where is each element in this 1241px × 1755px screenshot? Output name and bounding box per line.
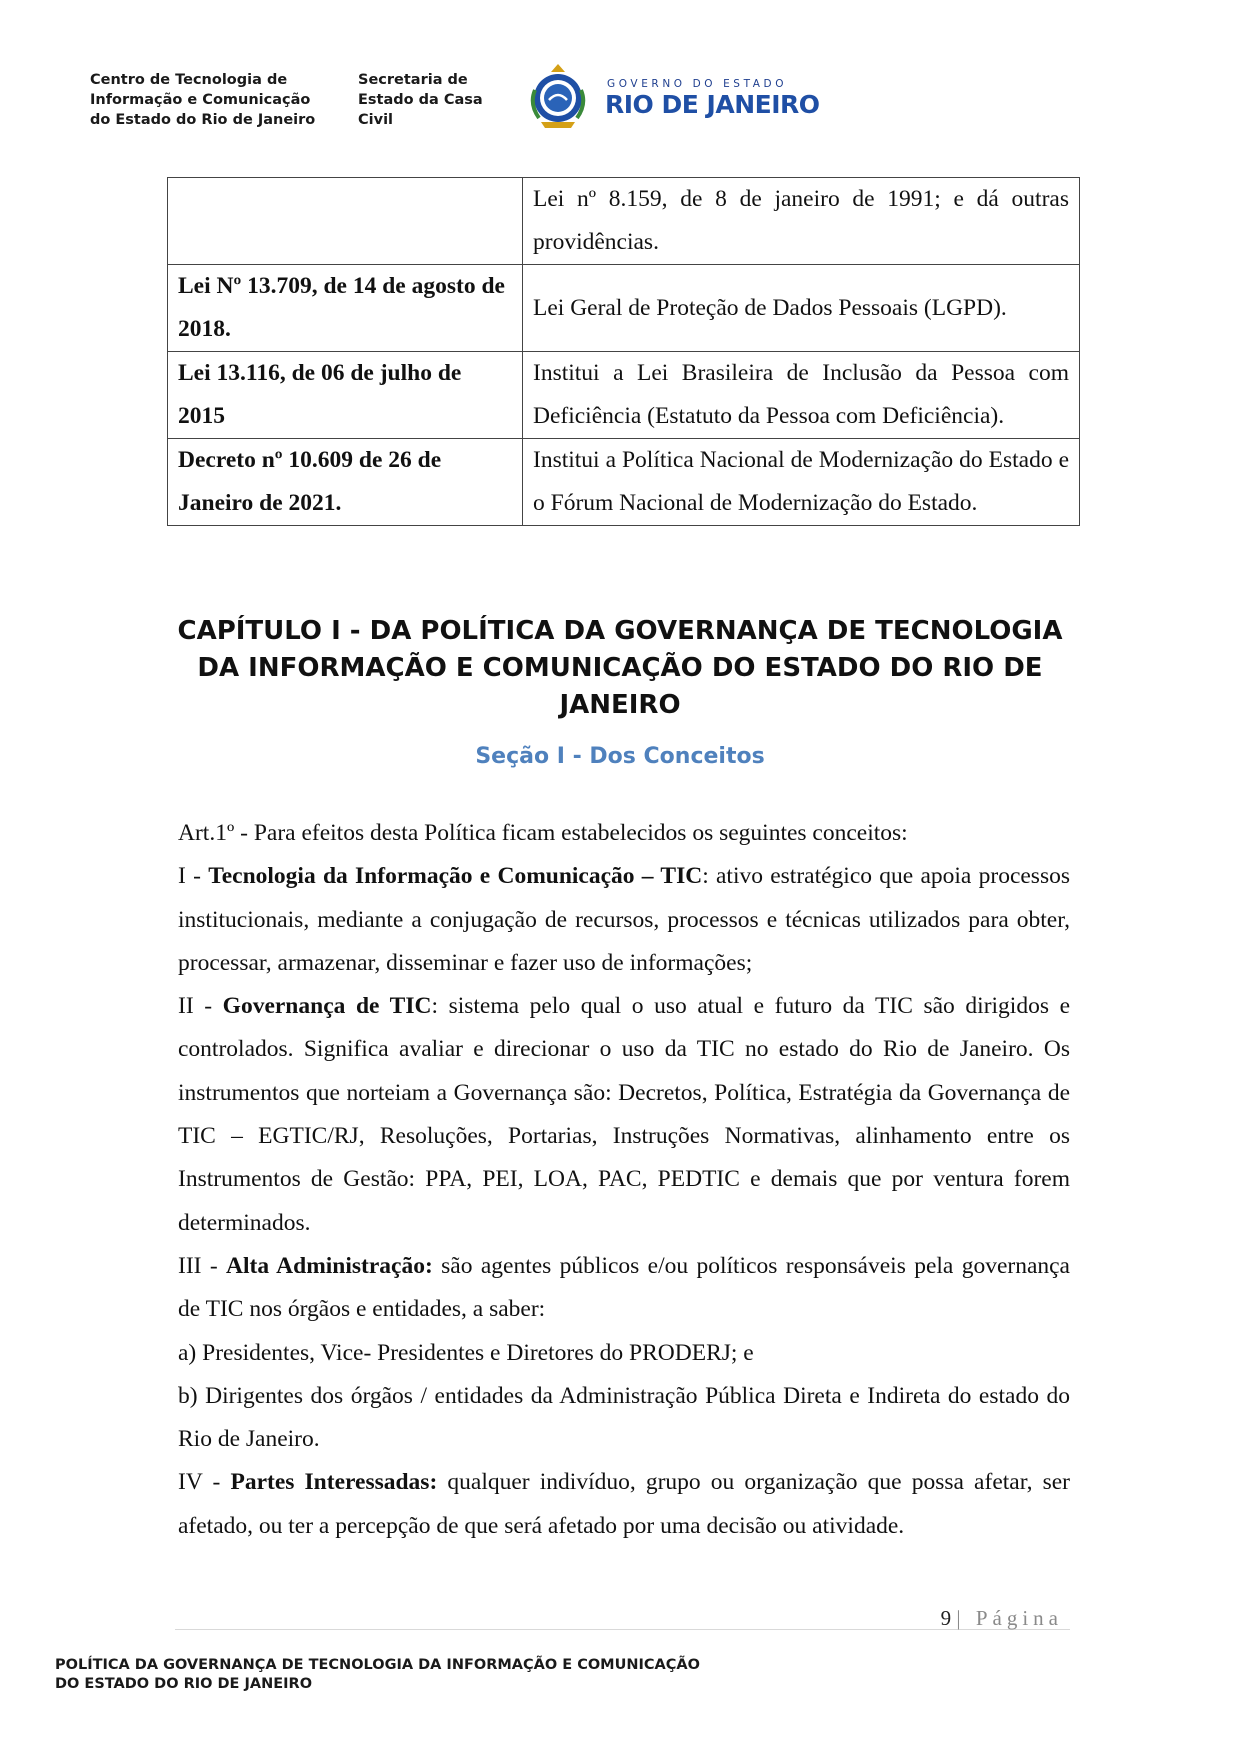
- laws-table: [167, 177, 1080, 526]
- page-number-value: 9: [940, 1606, 952, 1630]
- footer-title: [55, 1656, 700, 1694]
- section-title: Seção I - Dos Conceitos: [475, 744, 765, 769]
- law-cell: [168, 178, 523, 265]
- article-sub-item: a) Presidentes, Vice- Presidentes e Diretores do PRODERJ; e: [178, 1339, 754, 1366]
- footer-title-line: POLÍTICA DA GOVERNANÇA DE TECNOLOGIA DA INFORMAÇÃO E COMUNICAÇÃO: [55, 1657, 700, 1673]
- header-org-ctic: [90, 70, 315, 130]
- law-cell: Lei Nº 13.709, de 14 de agosto de 2018.: [168, 265, 523, 352]
- header-org-line: do Estado do Rio de Janeiro: [90, 112, 316, 128]
- item-text: são agentes públicos e/ou políticos responsáveis pela governança de TIC nos órgãos e entidades, a saber:: [178, 1252, 1070, 1323]
- state-seal-icon: [527, 60, 589, 132]
- item-number: III -: [178, 1252, 227, 1279]
- law-cell: Lei 13.116, de 06 de julho de 2015: [168, 352, 523, 439]
- item-text: : ativo estratégico que apoia processos institucionais, mediante a conjugação de recursos, processos e técnicas utilizados para obter, processar, armazenar, disseminar e fazer uso de informações;: [178, 863, 1070, 976]
- header-org-line: Civil: [358, 112, 394, 128]
- table-row: [168, 265, 1080, 352]
- rio-de-janeiro-logo: [527, 60, 820, 132]
- description-cell: Institui a Lei Brasileira de Inclusão da Pessoa com Deficiência (Estatuto da Pessoa com Deficiência).: [523, 352, 1080, 439]
- header-org-line: Estado da Casa: [358, 92, 483, 108]
- logo-subtitle: GOVERNO DO ESTADO: [607, 78, 788, 90]
- item-number: IV -: [178, 1469, 231, 1496]
- item-term: Partes Interessadas:: [230, 1469, 438, 1496]
- item-term: Governança de TIC: [222, 993, 432, 1020]
- item-number: II -: [178, 993, 223, 1020]
- item-number: I -: [178, 863, 209, 890]
- law-cell: Decreto nº 10.609 de 26 de Janeiro de 2021.: [168, 439, 523, 526]
- footer-title-line: DO ESTADO DO RIO DE JANEIRO: [55, 1676, 313, 1692]
- article-item: [178, 1461, 1070, 1548]
- article-intro: Art.1º - Para efeitos desta Política ficam estabelecidos os seguintes conceitos:: [178, 820, 908, 846]
- item-term: Tecnologia da Informação e Comunicação – TIC: [208, 863, 703, 890]
- description-cell: Lei nº 8.159, de 8 de janeiro de 1991; e dá outras providências.: [523, 178, 1080, 265]
- chapter-title: CAPÍTULO I - DA POLÍTICA DA GOVERNANÇA DE TECNOLOGIA DA INFORMAÇÃO E COMUNICAÇÃO DO ESTADO DO RIO DE JANEIRO: [177, 616, 1063, 720]
- logo-title: RIO DE JANEIRO: [605, 90, 820, 119]
- item-text: : sistema pelo qual o uso atual e futuro da TIC são dirigidos e controlados. Significa avaliar e direcionar o uso da TIC no estado do Rio de Janeiro. Os instrumentos que norteiam a Governança são: Decretos, Política, Estratégia da Governança de TIC – EGTIC/RJ, Resoluções, Portarias, Instruções Normativas, alinhamento entre os Instrumentos de Gestão: PPA, PEI, LOA, PAC, PEDTIC e demais que por ventura forem determinados.: [178, 993, 1070, 1236]
- description-cell: Institui a Política Nacional de Modernização do Estado e o Fórum Nacional de Modernização do Estado.: [523, 439, 1080, 526]
- table-row: [168, 178, 1080, 265]
- page-number: [941, 1606, 1063, 1631]
- footer-divider: [175, 1629, 1070, 1630]
- article-item: [178, 985, 1070, 1245]
- header-org-line: Centro de Tecnologia de: [90, 72, 288, 88]
- table-row: [168, 439, 1080, 526]
- item-text: qualquer indivíduo, grupo ou organização que possa afetar, ser afetado, ou ter a percepção de que será afetado por uma decisão ou atividade.: [178, 1469, 1070, 1539]
- header-org-secretaria: [358, 70, 483, 130]
- article-body: [178, 812, 1070, 1548]
- article-sub-item: b) Dirigentes dos órgãos / entidades da Administração Pública Direta e Indireta do estado do Rio de Janeiro.: [178, 1382, 1070, 1453]
- description-cell: Lei Geral de Proteção de Dados Pessoais (LGPD).: [523, 265, 1080, 352]
- header-org-line: Informação e Comunicação: [90, 92, 311, 108]
- table-row: [168, 352, 1080, 439]
- item-term: Alta Administração:: [226, 1252, 433, 1279]
- article-item: [178, 855, 1070, 985]
- header-org-line: Secretaria de: [358, 72, 468, 88]
- article-item: [178, 1245, 1070, 1332]
- page-label: | Página: [956, 1606, 1063, 1630]
